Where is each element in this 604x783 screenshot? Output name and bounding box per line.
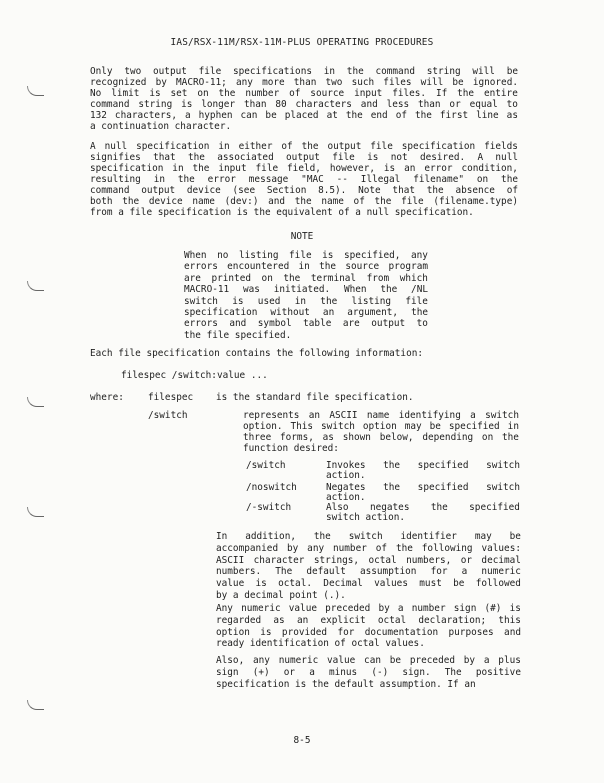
text-line: switch action. <box>326 512 406 523</box>
text-line: Invokes the specified switch <box>326 460 520 471</box>
margin-punch-mark <box>27 397 44 407</box>
text-line: option. This switch option may be specified in <box>243 421 519 432</box>
switch-form-term: /-switch <box>246 502 292 513</box>
text-line: the file specified. <box>184 329 292 341</box>
text-line: In addition, the switch identifier may be <box>216 531 521 542</box>
syntax-line: filespec /switch:value ... <box>121 370 268 381</box>
note-title: NOTE <box>290 231 314 242</box>
margin-punch-mark <box>27 281 44 291</box>
text-line: Negates the specified switch <box>326 482 520 493</box>
text-line: A null specification in either of the output file specification fields <box>90 141 518 152</box>
text-line: action. <box>326 470 366 481</box>
text-line: 132 characters, a hyphen can be placed at the end of the first line as <box>90 110 518 121</box>
text-line: regarded as an explicit octal declaration; this <box>216 614 521 626</box>
margin-punch-mark <box>27 86 44 96</box>
text-line: both the device name (dev:) and the name of the file (filename.type) <box>90 196 518 207</box>
switch-form-term: /switch <box>246 460 286 471</box>
text-line: specification without an argument, the <box>184 307 428 318</box>
filespec-term: filespec <box>148 392 194 403</box>
text-line: errors encountered in the source program <box>184 261 428 273</box>
text-line: Also negates the specified <box>326 502 520 513</box>
switch-form-term: /noswitch <box>246 482 297 493</box>
text-line: sign (+) or a minus (-) sign. The positive <box>216 666 521 678</box>
text-line: from a file specification is the equivalent of a null specification. <box>90 207 474 218</box>
text-line: Any numeric value preceded by a number sign (#) is <box>216 603 521 614</box>
text-line: No limit is set on the number of source input files. If the entire <box>90 88 518 99</box>
text-line: recognized by MACRO-11; any more than two such files will be ignored. <box>90 77 518 88</box>
text-line: option is provided for documentation purposes and <box>216 626 521 638</box>
text-line: Also, any numeric value can be preceded by a plus <box>216 655 521 666</box>
text-line: value is octal. Decimal values must be followed <box>216 578 521 590</box>
text-line: represents an ASCII name identifying a switch <box>243 410 519 421</box>
page-number: 8-5 <box>293 735 311 746</box>
text-line: specification is the default assumption. If an <box>216 678 476 690</box>
text-line: command output device (see Section 8.5). Note that the absence of <box>90 185 518 196</box>
text-line: numbers. The default assumption for a numeric <box>216 566 521 578</box>
text-line: resulting in the error message "MAC -- Illegal filename" on the <box>90 174 518 185</box>
text-line: action. <box>326 492 366 503</box>
text-line: ready identification of octal values. <box>216 638 425 650</box>
text-line: When no listing file is specified, any <box>184 250 428 261</box>
text-line: by a decimal point (.). <box>216 590 346 601</box>
text-line: function desired: <box>243 443 339 454</box>
text-line: switch is used in the listing file <box>184 295 428 307</box>
where-label: where: <box>90 392 124 403</box>
text-line: specification in the input file field, however, is an error condition, <box>90 163 518 174</box>
text-line: command string is longer than 80 characters and less than or equal to <box>90 99 518 110</box>
text-line: ASCII character strings, octal numbers, or decimal <box>216 554 521 566</box>
margin-punch-mark <box>27 507 44 517</box>
text-line: signifies that the associated output file is not desired. A null <box>90 152 518 163</box>
each-spec-line: Each file specification contains the following information: <box>90 348 424 359</box>
text-line: three forms, as shown below, depending on the <box>243 432 519 443</box>
switch-term: /switch <box>148 410 188 421</box>
text-line: a continuation character. <box>90 121 232 132</box>
text-line: errors and symbol table are output to <box>184 318 428 330</box>
running-header: IAS/RSX-11M/RSX-11M-PLUS OPERATING PROCEDURES <box>170 37 434 48</box>
margin-punch-mark <box>27 700 44 710</box>
text-line: Only two output file specifications in the command string will be <box>90 66 518 77</box>
text-line: MACRO-11 was initiated. When the /NL <box>184 284 428 296</box>
text-line: accompanied by any number of the following values: <box>216 542 521 554</box>
filespec-description: is the standard file specification. <box>216 392 414 403</box>
text-line: are printed on the terminal from which <box>184 272 428 284</box>
